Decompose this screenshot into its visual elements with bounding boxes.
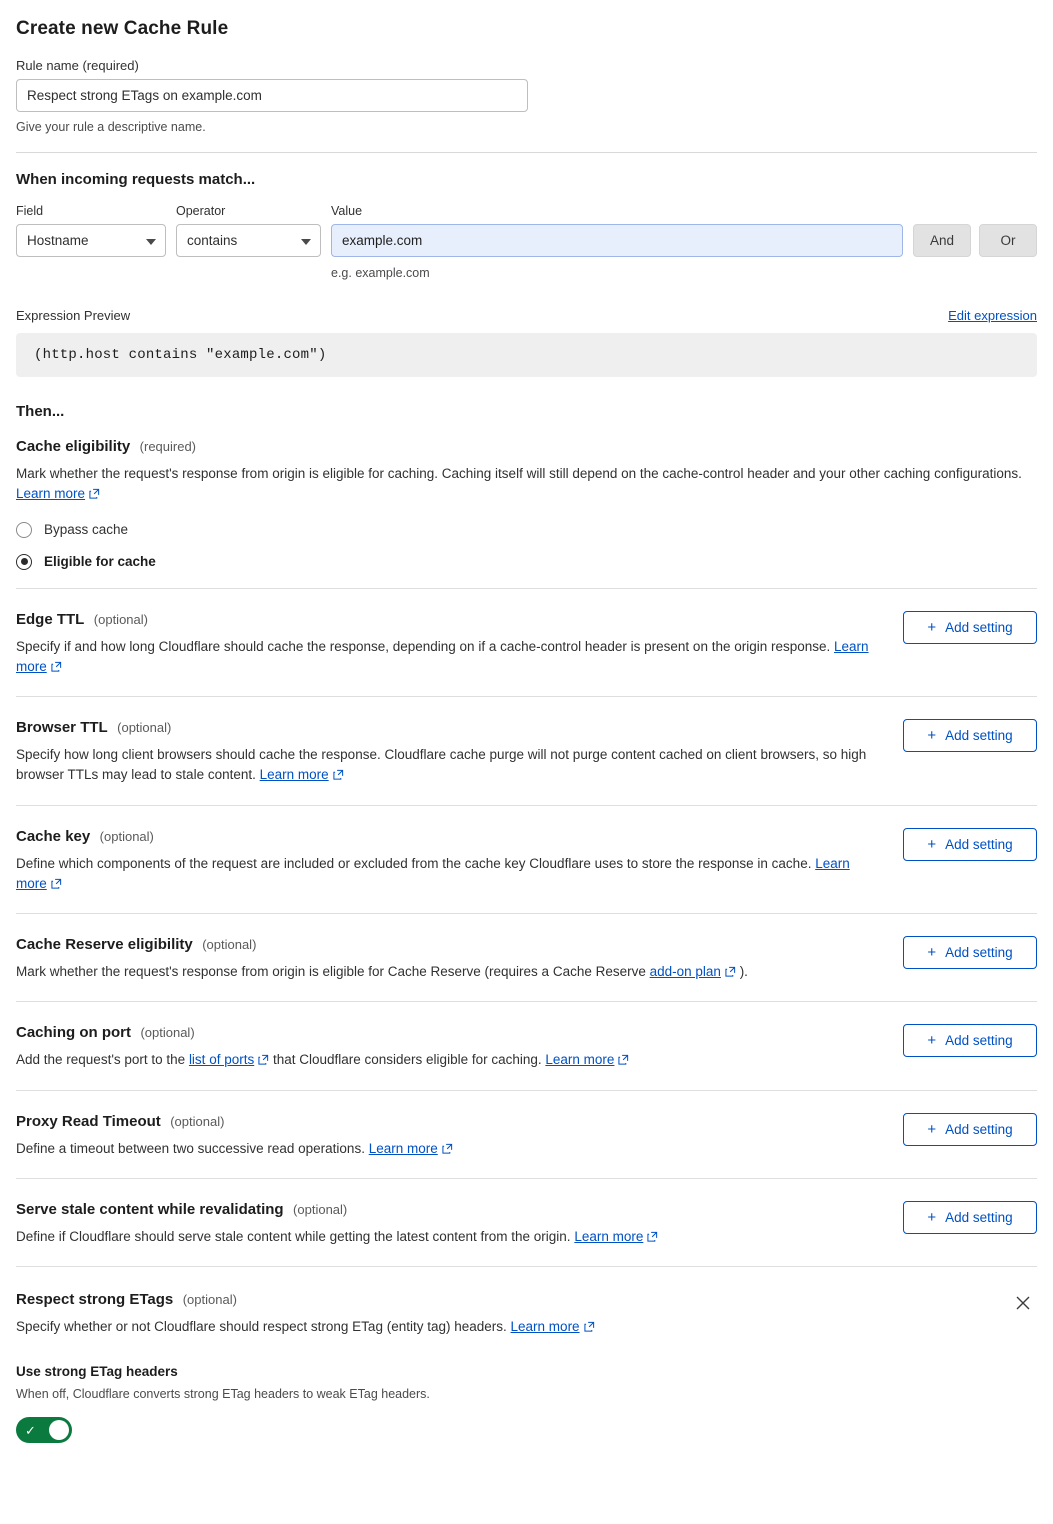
match-section-heading: When incoming requests match... <box>16 171 256 188</box>
respect-strong-etags-optional: (optional) <box>182 1292 237 1307</box>
cache-reserve-optional: (optional) <box>202 937 257 952</box>
learn-more-link[interactable]: Learn more <box>16 486 86 502</box>
cache-key-desc <box>16 854 877 896</box>
cache-eligibility-header <box>16 438 1037 456</box>
cache-eligibility-required: (required) <box>139 439 197 454</box>
edge-ttl-block <box>16 589 1037 698</box>
serve-stale-content-title: Serve stale content while revalidating <box>16 1200 284 1218</box>
value-hint: e.g. example.com <box>331 266 430 280</box>
respect-strong-etags-desc-text: Specify whether or not Cloudflare should respect strong ETag (entity tag) headers. <box>16 1319 511 1334</box>
chevron-down-icon <box>301 239 311 245</box>
learn-more-link[interactable]: Learn more <box>510 1319 580 1334</box>
browser-ttl-desc <box>16 745 877 787</box>
edge-ttl-desc <box>16 637 877 679</box>
add-setting-label: Add setting <box>945 1033 1013 1049</box>
rule-name-label: Rule name (required) <box>16 58 139 73</box>
page-title: Create new Cache Rule <box>16 18 229 39</box>
and-or-group <box>913 224 1037 257</box>
add-setting-button-caching-on-port[interactable] <box>903 1024 1037 1057</box>
learn-more-link[interactable]: Learn more <box>259 767 329 783</box>
value-label: Value <box>331 204 363 218</box>
add-setting-button-browser-ttl[interactable] <box>903 719 1037 752</box>
browser-ttl-title: Browser TTL <box>16 719 108 736</box>
rule-name-group <box>16 58 1037 134</box>
browser-ttl-optional: (optional) <box>117 720 172 735</box>
external-link-icon <box>89 485 100 505</box>
serve-stale-content-optional: (optional) <box>293 1201 348 1217</box>
value-input[interactable] <box>331 224 903 257</box>
edge-ttl-desc-text: Specify if and how long Cloudflare should cache the response, depending on if a cache-control header is present on the origin response. <box>16 638 835 654</box>
use-strong-etag-headers-sub: When off, Cloudflare converts strong ETag headers to weak ETag headers. <box>16 1387 430 1402</box>
then-heading: Then... <box>16 403 65 420</box>
caching-on-port-optional: (optional) <box>140 1025 195 1041</box>
operator-select[interactable] <box>176 224 321 257</box>
radio-bypass-cache-label: Bypass cache <box>44 522 129 537</box>
browser-ttl-block <box>16 697 1037 806</box>
field-select[interactable] <box>16 224 166 257</box>
serve-stale-content-desc-text: Define if Cloudflare should serve stale content while getting the latest content from the origin. <box>16 1228 575 1244</box>
external-link-icon <box>333 766 344 786</box>
external-link-icon <box>584 1318 595 1338</box>
cache-reserve-title: Cache Reserve eligibility <box>16 936 193 953</box>
external-link-icon <box>647 1228 658 1248</box>
caching-on-port-desc <box>16 1050 877 1071</box>
proxy-read-timeout-header <box>16 1113 877 1131</box>
edge-ttl-title: Edge TTL <box>16 610 85 628</box>
edit-expression-link[interactable]: Edit expression <box>948 308 1037 323</box>
expression-preview-label: Expression Preview <box>16 308 131 323</box>
caching-on-port-header <box>16 1024 877 1042</box>
rule-name-helper: Give your rule a descriptive name. <box>16 120 206 134</box>
radio-bypass-cache[interactable] <box>16 522 1037 538</box>
proxy-read-timeout-desc-text: Define a timeout between two successive read operations. <box>16 1140 369 1156</box>
cache-reserve-desc-text: Mark whether the request's response from origin is eligible for Cache Reserve (requires a Cache Reserve <box>16 964 650 979</box>
expression-header <box>16 308 1037 323</box>
serve-stale-content-desc <box>16 1227 877 1248</box>
learn-more-link[interactable]: Learn more <box>545 1052 615 1068</box>
respect-strong-etags-title: Respect strong ETags <box>16 1291 174 1308</box>
cache-reserve-desc <box>16 962 877 983</box>
add-on-plan-link[interactable]: add-on plan <box>649 964 721 979</box>
respect-strong-etags-desc <box>16 1317 1036 1338</box>
list-of-ports-link[interactable]: list of ports <box>188 1052 255 1068</box>
external-link-icon <box>618 1051 629 1071</box>
cache-key-block <box>16 806 1037 915</box>
radio-eligible-for-cache-label: Eligible for cache <box>44 554 156 569</box>
caching-on-port-title: Caching on port <box>16 1024 131 1042</box>
add-setting-label: Add setting <box>945 619 1013 635</box>
plus-icon: + <box>927 1208 937 1226</box>
plus-icon: + <box>927 727 937 744</box>
check-icon: ✓ <box>25 1422 36 1438</box>
caching-on-port-desc-mid: that Cloudflare considers eligible for caching. <box>269 1052 546 1068</box>
cache-eligibility-block <box>16 420 1037 589</box>
add-setting-label: Add setting <box>945 945 1013 960</box>
radio-eligible-for-cache[interactable] <box>16 554 1037 570</box>
divider-1 <box>16 152 1037 153</box>
use-strong-etag-headers-label: Use strong ETag headers <box>16 1364 178 1380</box>
cache-key-optional: (optional) <box>99 828 154 844</box>
external-link-icon <box>51 658 62 678</box>
plus-icon: + <box>927 1120 937 1138</box>
serve-stale-content-header <box>16 1201 877 1219</box>
edge-ttl-header <box>16 611 877 629</box>
cache-eligibility-desc-text: Mark whether the request's response from origin is eligible for caching. Caching itself will still depend on the cache-control header and your other caching configurations. <box>16 466 1022 481</box>
cache-reserve-desc-tail: ). <box>735 964 748 979</box>
add-setting-label: Add setting <box>945 728 1013 743</box>
learn-more-link[interactable]: Learn more <box>574 1228 644 1244</box>
plus-icon: + <box>927 944 937 961</box>
learn-more-link[interactable]: Learn more <box>368 1140 438 1156</box>
radio-icon <box>16 522 32 538</box>
add-setting-button-cache-key[interactable] <box>903 828 1037 861</box>
add-setting-label: Add setting <box>945 1121 1013 1137</box>
match-row <box>16 204 1037 280</box>
cache-eligibility-title: Cache eligibility <box>16 438 131 455</box>
use-strong-etag-headers-toggle[interactable] <box>16 1417 72 1443</box>
field-select-value: Hostname <box>27 233 89 248</box>
plus-icon: + <box>927 618 937 636</box>
respect-strong-etags-header <box>16 1291 1037 1309</box>
or-button[interactable]: Or <box>979 224 1037 257</box>
add-setting-label: Add setting <box>945 1209 1013 1225</box>
browser-ttl-header <box>16 719 877 737</box>
caching-on-port-block <box>16 1002 1037 1090</box>
cache-eligibility-desc <box>16 464 1036 506</box>
add-setting-label: Add setting <box>945 836 1013 852</box>
cache-key-title: Cache key <box>16 827 91 845</box>
cache-key-header <box>16 828 877 846</box>
plus-icon: + <box>927 835 937 853</box>
add-setting-button-serve-stale-content[interactable] <box>903 1201 1037 1234</box>
proxy-read-timeout-title: Proxy Read Timeout <box>16 1112 161 1130</box>
close-icon[interactable] <box>1013 1293 1035 1315</box>
caching-on-port-desc-text: Add the request's port to the <box>16 1052 189 1068</box>
browser-ttl-desc-text: Specify how long client browsers should cache the response. Cloudflare cache purge will not purge content cached on client browsers, so high browser TTLs may lead to stale content. <box>16 747 867 783</box>
rule-name-input[interactable] <box>16 79 528 112</box>
add-setting-button-proxy-read-timeout[interactable] <box>903 1113 1037 1146</box>
learn-more-link[interactable]: Learn more <box>16 855 850 891</box>
operator-column <box>176 204 321 257</box>
proxy-read-timeout-optional: (optional) <box>170 1113 225 1129</box>
operator-label: Operator <box>176 204 226 218</box>
add-setting-button-cache-reserve[interactable] <box>903 936 1037 969</box>
serve-stale-content-block <box>16 1179 1037 1267</box>
toggle-knob <box>49 1420 69 1440</box>
respect-strong-etags-block <box>16 1267 1037 1443</box>
external-link-icon <box>258 1051 269 1071</box>
field-column <box>16 204 166 257</box>
proxy-read-timeout-desc <box>16 1139 877 1160</box>
field-label: Field <box>16 204 44 218</box>
value-column <box>331 204 903 280</box>
learn-more-link[interactable]: Learn more <box>16 638 869 674</box>
radio-selected-icon <box>16 554 32 570</box>
edge-ttl-optional: (optional) <box>93 611 148 627</box>
add-setting-button-edge-ttl[interactable] <box>903 611 1037 644</box>
cache-key-desc-text: Define which components of the request are included or excluded from the cache key Cloudflare uses to store the response in cache. <box>16 855 816 871</box>
external-link-icon <box>442 1140 453 1160</box>
cache-reserve-block <box>16 914 1037 1002</box>
and-button[interactable]: And <box>913 224 971 257</box>
cache-reserve-header <box>16 936 877 954</box>
external-link-icon <box>725 963 736 983</box>
plus-icon: + <box>927 1032 937 1050</box>
chevron-down-icon <box>146 239 156 245</box>
expression-preview-box: (http.host contains "example.com") <box>16 333 1037 377</box>
operator-select-value: contains <box>187 233 238 248</box>
proxy-read-timeout-block <box>16 1091 1037 1179</box>
external-link-icon <box>51 875 62 895</box>
